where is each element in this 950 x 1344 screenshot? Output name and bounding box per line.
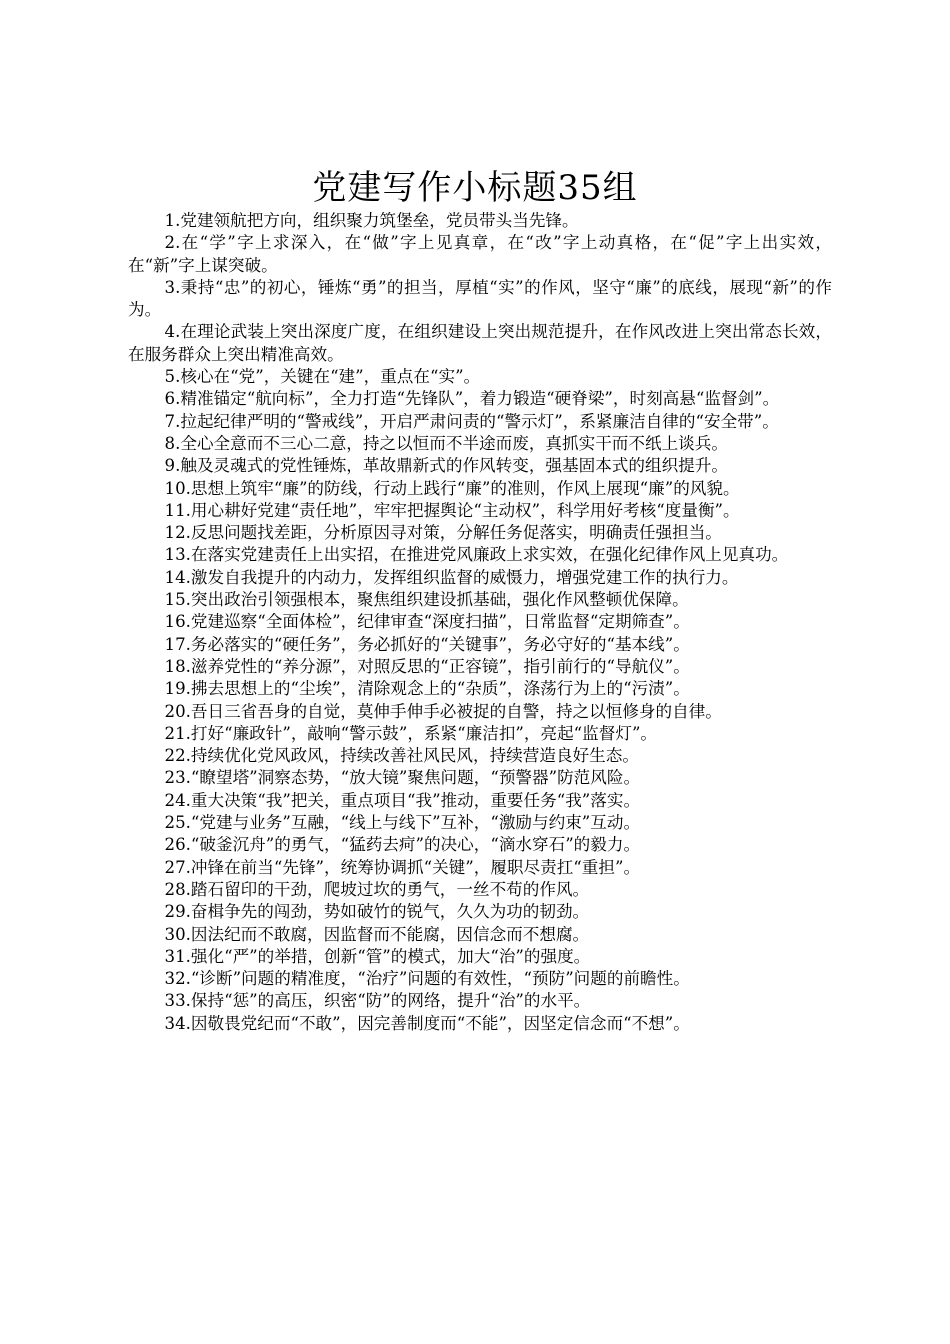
document-body	[128, 210, 832, 1035]
list-item: 26.“破釜沉舟”的勇气，“猛药去疴”的决心，“滴水穿石”的毅力。	[164, 835, 641, 855]
list-item: 10.思想上筑牢“廉”的防线，行动上践行“廉”的准则，作风上展现“廉”的风貌。	[164, 478, 740, 498]
list-item: 14.激发自我提升的内动力，发挥组织监督的威慑力，增强党建工作的执行力。	[164, 567, 739, 587]
list-item: 4.在理论武装上突出深度广度，在组织建设上突出规范提升，在作风改进上突出常态长效，在服务群众上突出精准高效。	[128, 322, 832, 364]
list-item: 12.反思问题找差距，分析原因寻对策，分解任务促落实，明确责任强担当。	[164, 523, 722, 543]
list-item: 2.在“学”字上求深入，在“做”字上见真章，在“改”字上动真格，在“促”字上出实效，在“新”字上谋突破。	[128, 233, 832, 275]
list-item: 22.持续优化党风政风，持续改善社风民风，持续营造良好生态。	[164, 746, 639, 766]
list-item: 27.冲锋在前当“先锋”，统筹协调抓“关键”，履职尽责扛“重担”。	[164, 857, 641, 877]
list-item: 24.重大决策“我”把关，重点项目“我”推动，重要任务“我”落实。	[164, 790, 641, 810]
list-item: 29.奋楫争先的闯劲，势如破竹的锐气，久久为功的韧劲。	[164, 902, 590, 922]
list-item: 6.精准锚定“航向标”，全力打造“先锋队”，着力锻造“硬脊梁”，时刻高悬“监督剑”。	[164, 389, 780, 409]
list-item: 25.“党建与业务”互融，“线上与线下”互补，“激励与约束”互动。	[164, 813, 641, 833]
list-item: 7.拉起纪律严明的“警戒线”，开启严肃问责的“警示灯”，系紧廉洁自律的“安全带”。	[164, 411, 779, 431]
list-item: 32.“诊断”问题的精准度，“治疗”问题的有效性，“预防”问题的前瞻性。	[164, 969, 690, 989]
list-item: 23.“瞭望塔”洞察态势，“放大镜”聚焦问题，“预警器”防范风险。	[164, 768, 641, 788]
list-item: 19.拂去思想上的“尘埃”，清除观念上的“杂质”，涤荡行为上的“污渍”。	[164, 679, 690, 699]
list-item: 33.保持“惩”的高压，织密“防”的网络，提升“治”的水平。	[164, 991, 591, 1011]
list-item: 21.打好“廉政针”，敲响“警示鼓”，系紧“廉洁扣”，亮起“监督灯”。	[164, 723, 658, 743]
list-item: 8.全心全意而不三心二意，持之以恒而不半途而废，真抓实干而不纸上谈兵。	[164, 433, 728, 453]
list-item: 16.党建巡察“全面体检”，纪律审查“深度扫描”，日常监督“定期筛查”。	[164, 612, 690, 632]
list-item: 31.强化“严”的举措，创新“管”的模式，加大“治”的强度。	[164, 946, 591, 966]
list-item: 5.核心在“党”，关键在“建”，重点在“实”。	[164, 367, 481, 387]
list-item: 13.在落实党建责任上出实招，在推进党风廉政上求实效，在强化纪律作风上见真功。	[164, 545, 789, 565]
list-item: 3.秉持“忠”的初心，锤炼“勇”的担当，厚植“实”的作风，坚守“廉”的底线，展现“新”的作为。	[128, 277, 832, 320]
list-item: 17.务必落实的“硬任务”，务必抓好的“关键事”，务必守好的“基本线”。	[164, 634, 690, 654]
document-title: 党建写作小标题35组	[312, 168, 638, 208]
list-item: 18.滋养党性的“养分源”，对照反思的“正容镜”，指引前行的“导航仪”。	[164, 656, 690, 676]
list-item: 20.吾日三省吾身的自觉，莫伸手伸手必被捉的自警，持之以恒修身的自律。	[164, 701, 722, 721]
list-item: 1.党建领航把方向，组织聚力筑堡垒，党员带头当先锋。	[164, 211, 579, 230]
list-item: 11.用心耕好党建“责任地”，牢牢把握舆论“主动权”，科学用好考核“度量衡”。	[164, 500, 740, 520]
list-item: 34.因敬畏党纪而“不敢”，因完善制度而“不能”，因坚定信念而“不想”。	[164, 1013, 690, 1033]
list-item: 28.踏石留印的干劲，爬坡过坎的勇气，一丝不苟的作风。	[164, 879, 590, 899]
list-item: 30.因法纪而不敢腐，因监督而不能腐，因信念而不想腐。	[164, 924, 590, 944]
list-item: 15.突出政治引领强根本，聚焦组织建设抓基础，强化作风整顿优保障。	[164, 590, 689, 610]
list-item: 9.触及灵魂式的党性锤炼，革故鼎新式的作风转变，强基固本式的组织提升。	[164, 456, 728, 476]
